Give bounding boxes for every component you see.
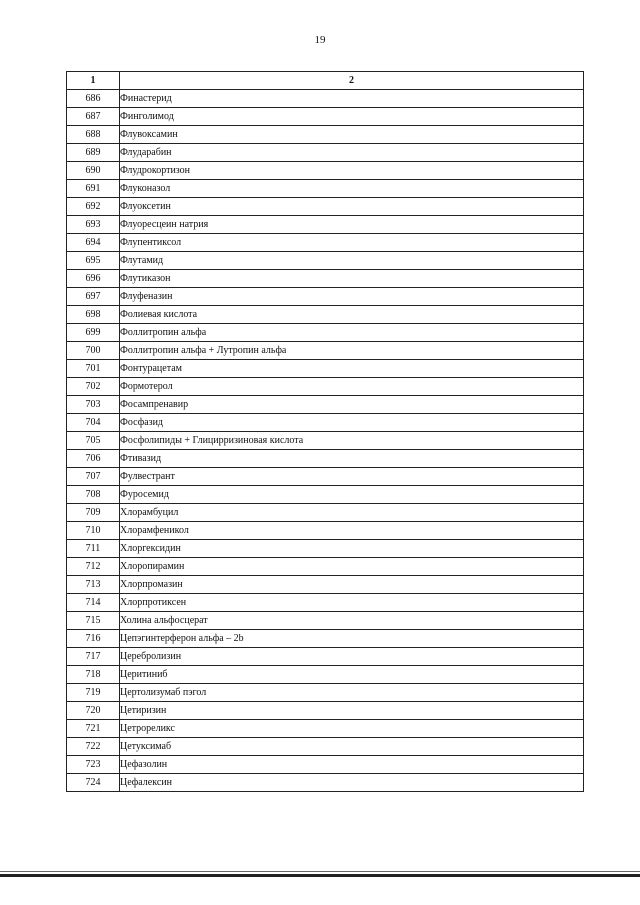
row-number: 703 <box>67 396 120 414</box>
drug-name: Хлорпротиксен <box>120 594 584 612</box>
row-number: 690 <box>67 162 120 180</box>
table-row <box>67 378 584 396</box>
table-row <box>67 270 584 288</box>
table-row <box>67 288 584 306</box>
drug-name: Флупентиксол <box>120 234 584 252</box>
row-number: 705 <box>67 432 120 450</box>
row-number: 721 <box>67 720 120 738</box>
drug-name: Фоллитропин альфа + Лутропин альфа <box>120 342 584 360</box>
table-row <box>67 198 584 216</box>
drug-name: Фосампренавир <box>120 396 584 414</box>
page-number: 19 <box>314 34 326 46</box>
drug-table <box>66 71 584 792</box>
scan-bottom-border <box>0 874 640 877</box>
scan-edge-line <box>0 871 640 872</box>
drug-name: Хлорамфеникол <box>120 522 584 540</box>
row-number: 708 <box>67 486 120 504</box>
table-row <box>67 558 584 576</box>
table-row <box>67 486 584 504</box>
drug-name: Хлоргексидин <box>120 540 584 558</box>
drug-name: Финастерид <box>120 90 584 108</box>
row-number: 713 <box>67 576 120 594</box>
row-number: 698 <box>67 306 120 324</box>
table-row <box>67 342 584 360</box>
drug-name: Цетуксимаб <box>120 738 584 756</box>
drug-name: Церитиниб <box>120 666 584 684</box>
row-number: 724 <box>67 774 120 792</box>
table-row <box>67 666 584 684</box>
column-header-number: 1 <box>67 72 120 90</box>
column-header-name: 2 <box>120 72 584 90</box>
row-number: 714 <box>67 594 120 612</box>
drug-name: Флуоресцеин натрия <box>120 216 584 234</box>
table-row <box>67 252 584 270</box>
table-row <box>67 774 584 792</box>
row-number: 709 <box>67 504 120 522</box>
drug-name: Хлорпромазин <box>120 576 584 594</box>
table-header-row <box>67 72 584 90</box>
row-number: 722 <box>67 738 120 756</box>
row-number: 704 <box>67 414 120 432</box>
table-row <box>67 180 584 198</box>
drug-name: Хлоропирамин <box>120 558 584 576</box>
drug-name: Флуфеназин <box>120 288 584 306</box>
row-number: 710 <box>67 522 120 540</box>
table-row <box>67 306 584 324</box>
table-row <box>67 216 584 234</box>
row-number: 720 <box>67 702 120 720</box>
table-row <box>67 108 584 126</box>
row-number: 693 <box>67 216 120 234</box>
drug-name: Фуросемид <box>120 486 584 504</box>
table-row <box>67 144 584 162</box>
table-row <box>67 468 584 486</box>
row-number: 701 <box>67 360 120 378</box>
table-row <box>67 522 584 540</box>
drug-name: Цефазолин <box>120 756 584 774</box>
row-number: 691 <box>67 180 120 198</box>
row-number: 688 <box>67 126 120 144</box>
drug-name: Фонтурацетам <box>120 360 584 378</box>
row-number: 718 <box>67 666 120 684</box>
row-number: 716 <box>67 630 120 648</box>
row-number: 697 <box>67 288 120 306</box>
drug-name: Фолиевая кислота <box>120 306 584 324</box>
drug-name: Финголимод <box>120 108 584 126</box>
drug-name: Флудрокортизон <box>120 162 584 180</box>
drug-name: Фосфазид <box>120 414 584 432</box>
row-number: 689 <box>67 144 120 162</box>
table-row <box>67 450 584 468</box>
drug-name: Фтивазид <box>120 450 584 468</box>
table-row <box>67 234 584 252</box>
row-number: 696 <box>67 270 120 288</box>
drug-name: Фоллитропин альфа <box>120 324 584 342</box>
row-number: 707 <box>67 468 120 486</box>
drug-name: Цепэгинтерферон альфа – 2b <box>120 630 584 648</box>
table-body <box>67 90 584 792</box>
row-number: 687 <box>67 108 120 126</box>
row-number: 712 <box>67 558 120 576</box>
row-number: 699 <box>67 324 120 342</box>
table-row <box>67 720 584 738</box>
row-number: 715 <box>67 612 120 630</box>
drug-name: Цетиризин <box>120 702 584 720</box>
drug-name: Церебролизин <box>120 648 584 666</box>
table-row <box>67 648 584 666</box>
row-number: 719 <box>67 684 120 702</box>
drug-name: Флувоксамин <box>120 126 584 144</box>
table-row <box>67 702 584 720</box>
table-row <box>67 540 584 558</box>
row-number: 717 <box>67 648 120 666</box>
table-row <box>67 630 584 648</box>
table-row <box>67 684 584 702</box>
drug-name: Формотерол <box>120 378 584 396</box>
table-row <box>67 504 584 522</box>
drug-name: Флуоксетин <box>120 198 584 216</box>
table-row <box>67 738 584 756</box>
drug-name: Флутамид <box>120 252 584 270</box>
drug-name: Флуконазол <box>120 180 584 198</box>
table-row <box>67 432 584 450</box>
drug-name: Флударабин <box>120 144 584 162</box>
drug-name: Фулвестрант <box>120 468 584 486</box>
row-number: 723 <box>67 756 120 774</box>
row-number: 686 <box>67 90 120 108</box>
drug-name: Флутиказон <box>120 270 584 288</box>
drug-name: Цетрореликс <box>120 720 584 738</box>
table-row <box>67 360 584 378</box>
table-row <box>67 612 584 630</box>
drug-name: Цефалексин <box>120 774 584 792</box>
row-number: 702 <box>67 378 120 396</box>
row-number: 695 <box>67 252 120 270</box>
table-row <box>67 90 584 108</box>
table-row <box>67 756 584 774</box>
table-row <box>67 162 584 180</box>
table-row <box>67 414 584 432</box>
drug-name: Цертолизумаб пэгол <box>120 684 584 702</box>
table-row <box>67 396 584 414</box>
table-row <box>67 126 584 144</box>
table-row <box>67 594 584 612</box>
row-number: 711 <box>67 540 120 558</box>
drug-name: Хлорамбуцил <box>120 504 584 522</box>
row-number: 692 <box>67 198 120 216</box>
row-number: 694 <box>67 234 120 252</box>
row-number: 700 <box>67 342 120 360</box>
drug-name: Холина альфосцерат <box>120 612 584 630</box>
table-row <box>67 576 584 594</box>
table-row <box>67 324 584 342</box>
row-number: 706 <box>67 450 120 468</box>
drug-name: Фосфолипиды + Глицирризиновая кислота <box>120 432 584 450</box>
